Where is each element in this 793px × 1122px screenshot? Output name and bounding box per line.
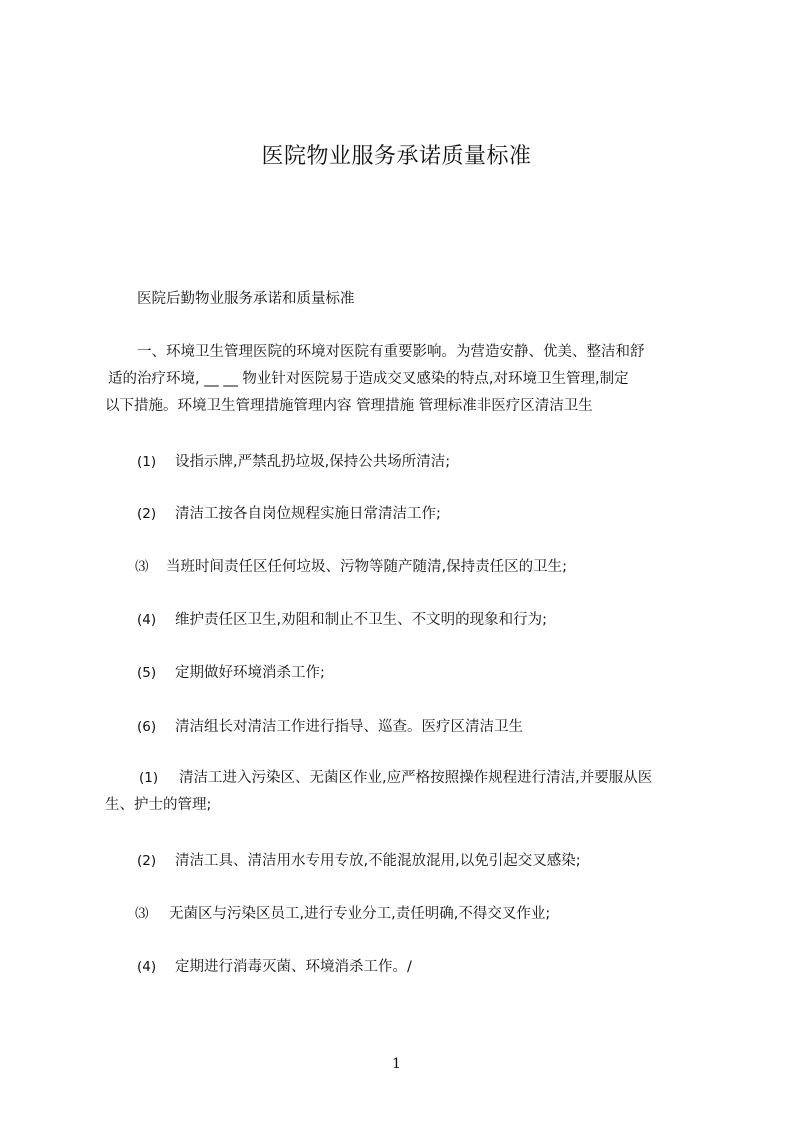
list-item xyxy=(105,765,715,819)
section-environment-paragraph xyxy=(105,339,705,420)
list-item xyxy=(135,903,550,925)
list-item-text: 设指示牌,严禁乱扔垃圾,保持公共场所清洁; xyxy=(175,454,451,470)
page-number: 1 xyxy=(392,1056,401,1072)
list-item-text: 无菌区与污染区员工,进行专业分工,责任明确,不得交叉作业; xyxy=(169,906,551,922)
list-item-text: 定期做好环境消杀工作; xyxy=(175,665,325,681)
list-item xyxy=(137,956,412,978)
list-item xyxy=(137,662,325,684)
list-item-number: (2) xyxy=(137,853,157,869)
list-item-text: 清洁工按各自岗位规程实施日常清洁工作; xyxy=(175,506,441,522)
list-item-line: 生、护士的管理; xyxy=(105,797,212,813)
list-item-number: ⑶ xyxy=(135,906,149,922)
list-item-text: 清洁工具、清洁用水专用专放,不能混放混用,以免引起交叉感染; xyxy=(175,853,581,869)
list-item xyxy=(135,556,567,578)
list-item xyxy=(137,451,450,473)
list-item-number: (4) xyxy=(137,959,157,975)
list-item-text: 当班时间责任区任何垃圾、污物等随产随清,保持责任区的卫生; xyxy=(166,559,567,575)
list-item-line xyxy=(105,765,715,792)
list-item xyxy=(137,716,523,738)
list-item-number: (2) xyxy=(137,506,157,522)
list-item-number: (6) xyxy=(137,719,157,735)
paragraph-line: 适的治疗环境, __ __ 物业针对医院易于造成交叉感染的特点,对环境卫生管理,制定 xyxy=(108,371,629,387)
list-item xyxy=(137,609,547,631)
paragraph-line: 一、环境卫生管理医院的环境对医院有重要影响。为营造安静、优美、整洁和舒 xyxy=(137,344,645,360)
list-item xyxy=(137,503,441,525)
list-item-text: 清洁工进入污染区、无菌区作业,应严格按照操作规程进行清洁,并要服从医 xyxy=(179,770,653,786)
document-title: 医院物业服务承诺质量标准 xyxy=(261,144,532,169)
list-item-number: (1) xyxy=(139,770,159,786)
list-item-text: 定期进行消毒灭菌、环境消杀工作。/ xyxy=(175,959,412,975)
list-item-number: (5) xyxy=(137,665,157,681)
document-subtitle: 医院后勤物业服务承诺和质量标准 xyxy=(137,291,355,307)
list-item xyxy=(137,850,581,872)
list-item-number: ⑶ xyxy=(135,559,149,575)
list-item-text: 清洁组长对清洁工作进行指导、巡查。医疗区清洁卫生 xyxy=(175,719,523,735)
list-item-number: (1) xyxy=(137,454,157,470)
paragraph-line: 以下措施。环境卫生管理措施管理内容 管理措施 管理标准非医疗区清洁卫生 xyxy=(105,398,593,414)
list-item-text: 维护责任区卫生,劝阻和制止不卫生、不文明的现象和行为; xyxy=(175,612,547,628)
list-item-number: (4) xyxy=(137,612,157,628)
